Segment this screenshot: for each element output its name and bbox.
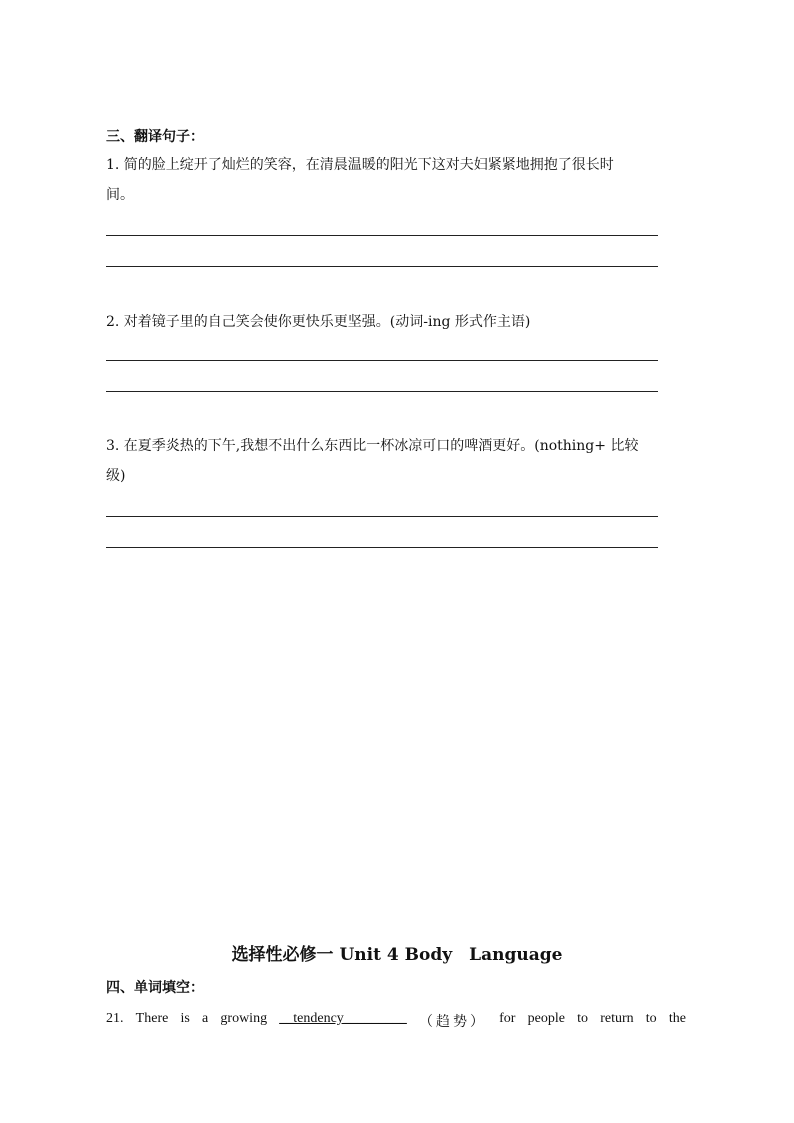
answer-line[interactable] (106, 391, 658, 392)
q21-word: people (527, 1011, 565, 1026)
q21-word: a (202, 1011, 209, 1026)
q21-answer-blank[interactable]: __tendency_________ (279, 1011, 407, 1026)
question-3-line2: 级) (106, 468, 126, 484)
question-1-line2: 间。 (106, 187, 134, 203)
q21-word: growing (220, 1011, 268, 1026)
q21-word: There (135, 1011, 169, 1026)
answer-line[interactable] (106, 266, 658, 267)
section-heading-translate: 三、翻译句子： (106, 129, 204, 145)
answer-line[interactable] (106, 360, 658, 361)
q21-number: 21. (106, 1011, 124, 1026)
q21-hint: （趋势） (418, 1015, 487, 1030)
answer-line[interactable] (106, 547, 658, 548)
section-heading-fill-words: 四、单词填空： (106, 980, 204, 996)
q21-word: for (499, 1011, 516, 1026)
question-1-line1: 1. 简的脸上绽开了灿烂的笑容，在清晨温暖的阳光下这对夫妇紧紧地拥抱了很长时 (106, 157, 614, 173)
q21-word: the (668, 1011, 686, 1026)
q21-word: to (577, 1011, 589, 1026)
answer-line[interactable] (106, 235, 658, 236)
question-21 (106, 1011, 686, 1031)
question-2-line1: 2. 对着镜子里的自己笑会使你更快乐更坚强。(动词-ing 形式作主语) (106, 314, 531, 330)
question-1 (106, 150, 690, 210)
question-2 (106, 307, 690, 337)
q21-word: return (600, 1011, 634, 1026)
q21-word: to (645, 1011, 657, 1026)
answer-line[interactable] (106, 516, 658, 517)
question-3 (106, 431, 690, 491)
unit-title: 选择性必修一 Unit 4 Body Language (231, 945, 563, 965)
question-3-line1: 3. 在夏季炎热的下午,我想不出什么东西比一杯冰凉可口的啤酒更好。(nothing+ 比较 (106, 438, 639, 454)
q21-word: is (180, 1011, 190, 1026)
